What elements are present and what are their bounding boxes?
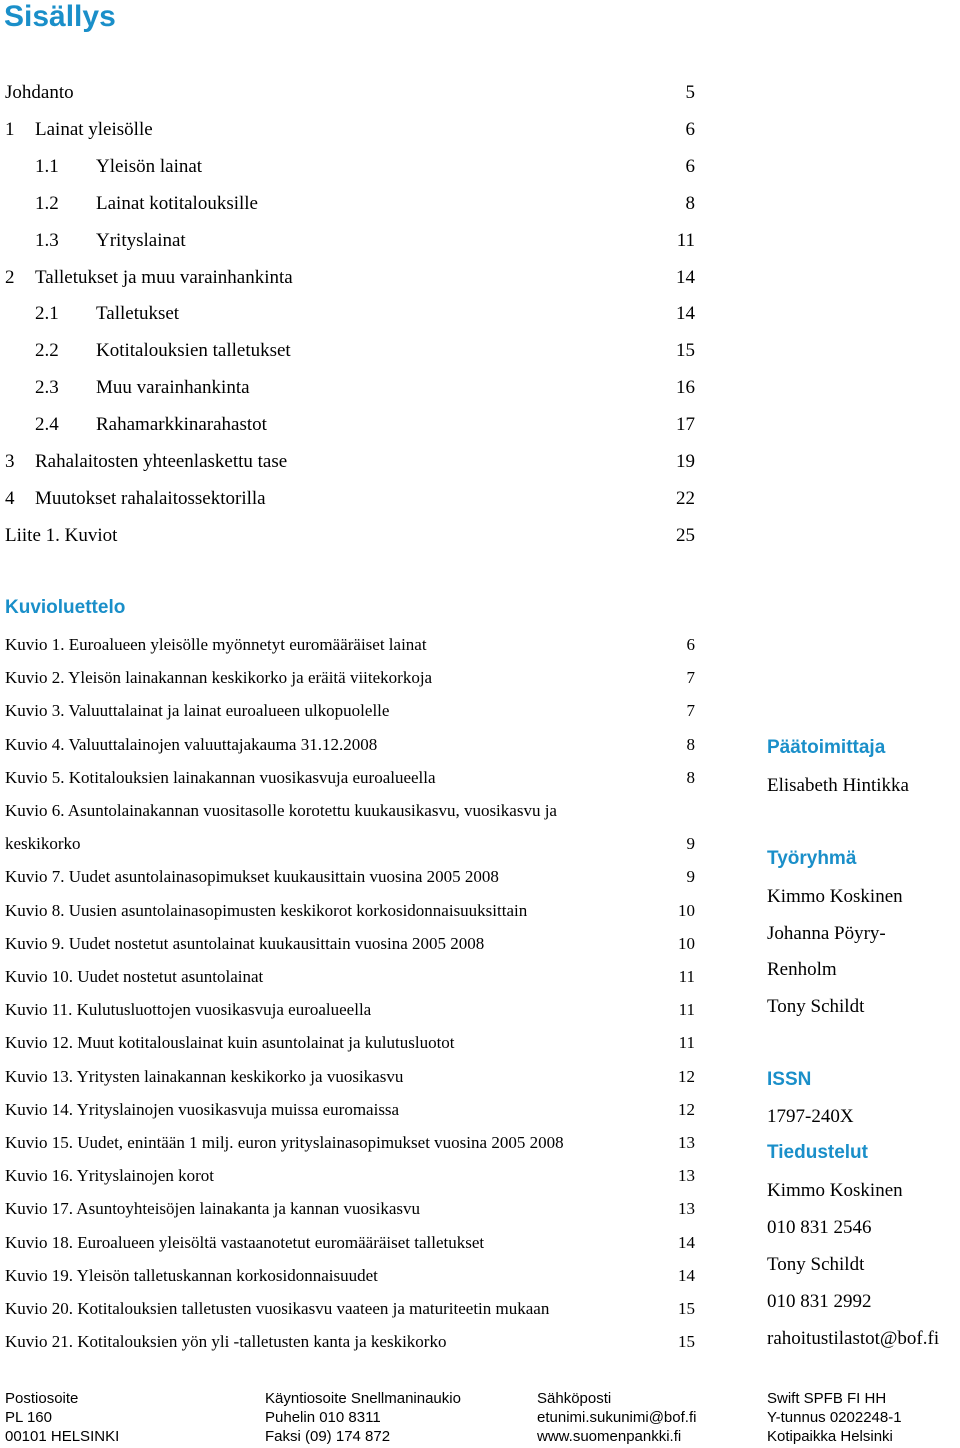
toc-page: 15: [676, 340, 695, 362]
footer-line: Puhelin 010 8311: [265, 1409, 381, 1426]
toc-number: 2.2: [35, 340, 59, 362]
toc-number: 2.1: [35, 303, 59, 325]
figure-page: 12: [678, 1066, 695, 1086]
figure-page: 11: [678, 967, 695, 986]
figure-row[interactable]: [5, 834, 695, 854]
figure-row[interactable]: [5, 1100, 695, 1120]
figure-page: 11: [678, 1033, 695, 1053]
toc-label: Kotitalouksien talletukset: [96, 340, 291, 362]
figure-page: 13: [678, 1133, 695, 1152]
toc-label: Johdanto: [5, 82, 74, 103]
footer-line: Kotipaikka Helsinki: [767, 1428, 893, 1445]
toc-page: 19: [676, 451, 695, 472]
figure-label: Kuvio 13. Yritysten lainakannan keskikorko ja vuosikasvu: [5, 1066, 404, 1086]
figure-row[interactable]: [5, 735, 695, 755]
toc-label: Yleisön lainat: [96, 155, 203, 177]
figure-page: 8: [686, 767, 695, 787]
footer-line: Käyntiosoite Snellmaninaukio: [265, 1390, 461, 1407]
footer-line: Postiosoite: [5, 1390, 79, 1407]
toc-page: 5: [685, 82, 695, 103]
toc-number: 1.1: [35, 155, 59, 177]
toc-label: Talletukset ja muu varainhankinta: [35, 266, 293, 288]
figure-label: Kuvio 17. Asuntoyhteisöjen lainakanta ja kannan vuosikasvu: [5, 1199, 421, 1219]
figure-row[interactable]: [5, 901, 695, 921]
figure-label: Kuvio 15. Uudet, enintään 1 milj. euron yrityslainasopimukset vuosina 2005 2008: [5, 1133, 564, 1152]
figure-label: Kuvio 18. Euroalueen yleisöltä vastaanotetut euromääräiset talletukset: [5, 1232, 485, 1252]
figure-row[interactable]: [5, 768, 695, 788]
figure-page: 12: [678, 1099, 695, 1119]
footer-postal: [5, 1389, 119, 1446]
figure-label: Kuvio 5. Kotitalouksien lainakannan vuosikasvuja euroalueella: [5, 767, 436, 787]
toc-number: 2: [5, 266, 15, 288]
toc-label: Talletukset: [96, 303, 180, 325]
contact-line: 010 831 2546: [767, 1217, 872, 1238]
figure-label: Kuvio 3. Valuuttalainat ja lainat euroalueen ulkopuolelle: [5, 701, 390, 721]
toc-page: 22: [676, 487, 695, 509]
figure-row[interactable]: [5, 635, 695, 655]
figure-row[interactable]: [5, 668, 695, 688]
page-title: Sisällys: [4, 0, 116, 33]
figure-label: Kuvio 10. Uudet nostetut asuntolainat: [5, 967, 264, 986]
figure-row[interactable]: [5, 801, 695, 821]
figure-row[interactable]: [5, 967, 695, 987]
toc-number: 1: [5, 118, 15, 140]
figure-row[interactable]: [5, 934, 695, 954]
contact-line: Kimmo Koskinen: [767, 1180, 903, 1201]
editor-heading: Päätoimittaja: [767, 737, 886, 758]
toc-page: 25: [676, 524, 695, 546]
toc-page: 6: [685, 118, 695, 140]
footer-line: Sähköposti: [537, 1390, 612, 1407]
toc-number: 2.4: [35, 414, 59, 436]
toc-number: 3: [5, 451, 15, 472]
figure-label: Kuvio 9. Uudet nostetut asuntolainat kuukausittain vuosina 2005 2008: [5, 933, 485, 953]
figure-label: Kuvio 11. Kulutusluottojen vuosikasvuja euroalueella: [5, 1000, 372, 1020]
figure-label: Kuvio 8. Uusien asuntolainasopimusten keskikorot korkosidonnaisuuksittain: [5, 900, 528, 920]
footer-line[interactable]: etunimi.sukunimi@bof.fi: [537, 1409, 697, 1426]
figure-label: keskikorko: [5, 834, 81, 854]
figure-page: 10: [678, 900, 695, 920]
toc-page: 17: [676, 414, 695, 436]
figure-page: 14: [678, 1265, 695, 1285]
figure-page: 14: [678, 1232, 695, 1252]
figure-page: 9: [686, 867, 695, 887]
figure-page: 11: [678, 1000, 695, 1020]
figure-label: Kuvio 6. Asuntolainakannan vuositasolle korotettu kuukausikasvu, vuosikasvu ja: [5, 801, 557, 820]
figure-page: 13: [678, 1199, 695, 1219]
toc-label: Muu varainhankinta: [96, 377, 250, 399]
figure-label: Kuvio 19. Yleisön talletuskannan korkosidonnaisuudet: [5, 1265, 378, 1285]
footer-company: [767, 1389, 902, 1446]
footer-line[interactable]: www.suomenpankki.fi: [537, 1428, 682, 1445]
contact-line: 010 831 2992: [767, 1291, 872, 1312]
figure-label: Kuvio 4. Valuuttalainojen valuuttajakauma 31.12.2008: [5, 734, 378, 754]
figure-label: Kuvio 16. Yrityslainojen korot: [5, 1166, 215, 1186]
footer-line: 00101 HELSINKI: [5, 1428, 120, 1445]
figures-heading: Kuvioluettelo: [5, 597, 126, 618]
figure-row[interactable]: [5, 1233, 695, 1253]
footer-line: PL 160: [5, 1409, 52, 1426]
toc-label: Muutokset rahalaitossektorilla: [35, 487, 266, 509]
toc-label: Rahalaitosten yhteenlaskettu tase: [35, 451, 288, 472]
toc-label: Yrityslainat: [96, 229, 186, 251]
team-heading: Työryhmä: [767, 848, 857, 869]
contact-heading: Tiedustelut: [767, 1142, 868, 1163]
toc-page: 6: [685, 155, 695, 177]
figure-row[interactable]: [5, 1133, 695, 1153]
issn-value: 1797-240X: [767, 1106, 854, 1127]
figure-row[interactable]: [5, 701, 695, 721]
team-member: Kimmo Koskinen: [767, 886, 903, 907]
team-member: Renholm: [767, 959, 837, 980]
toc-number: 1.2: [35, 192, 59, 214]
team-member: Tony Schildt: [767, 996, 865, 1017]
toc-number: 2.3: [35, 377, 59, 399]
footer-visit: [265, 1389, 461, 1446]
toc-label: Lainat kotitalouksille: [96, 192, 258, 214]
figure-row[interactable]: [5, 867, 695, 887]
toc-label: Rahamarkkinarahastot: [96, 414, 267, 436]
toc-page: 14: [676, 303, 695, 325]
figure-row[interactable]: [5, 1266, 695, 1286]
figure-row[interactable]: [5, 1199, 695, 1219]
figure-label: Kuvio 20. Kotitalouksien talletusten vuosikasvu vaateen ja maturiteetin mukaan: [5, 1299, 550, 1318]
toc-number: 1.3: [35, 229, 59, 251]
figure-page: 8: [686, 734, 695, 754]
figure-label: Kuvio 1. Euroalueen yleisölle myönnetyt euromääräiset lainat: [5, 635, 427, 654]
figure-page: 9: [686, 834, 695, 854]
figure-page: 6: [686, 635, 695, 654]
figure-page: 7: [686, 668, 695, 688]
figure-row[interactable]: [5, 1332, 695, 1352]
figure-page: 15: [678, 1332, 695, 1352]
toc-page: 16: [676, 377, 695, 399]
figure-label: Kuvio 21. Kotitalouksien yön yli -talletusten kanta ja keskikorko: [5, 1332, 447, 1352]
toc-label: Lainat yleisölle: [35, 118, 153, 140]
footer-line: Swift SPFB FI HH: [767, 1390, 887, 1407]
figure-page: 7: [686, 701, 695, 721]
figure-page: 15: [678, 1299, 695, 1318]
toc-page: 14: [676, 266, 695, 288]
figure-label: Kuvio 14. Yrityslainojen vuosikasvuja muissa euromaissa: [5, 1099, 400, 1119]
figure-page: 13: [678, 1166, 695, 1186]
editor-name: Elisabeth Hintikka: [767, 775, 909, 796]
figure-row[interactable]: [5, 1166, 695, 1186]
figure-page: 10: [678, 933, 695, 953]
toc-label: Liite 1. Kuviot: [5, 524, 118, 546]
figure-row[interactable]: [5, 1000, 695, 1020]
footer-email: [537, 1389, 696, 1446]
figure-row[interactable]: [5, 1067, 695, 1087]
figure-row[interactable]: [5, 1033, 695, 1053]
figure-label: Kuvio 2. Yleisön lainakannan keskikorko ja eräitä viitekorkoja: [5, 668, 433, 688]
figure-label: Kuvio 7. Uudet asuntolainasopimukset kuukausittain vuosina 2005 2008: [5, 867, 499, 887]
issn-heading: ISSN: [767, 1069, 812, 1090]
contact-line: Tony Schildt: [767, 1254, 865, 1275]
toc-page: 11: [676, 229, 695, 251]
toc-page: 8: [685, 192, 695, 214]
figure-label: Kuvio 12. Muut kotitalouslainat kuin asuntolainat ja kulutusluotot: [5, 1033, 455, 1053]
figure-row[interactable]: [5, 1299, 695, 1319]
team-member: Johanna Pöyry-: [767, 923, 886, 944]
footer-line: Faksi (09) 174 872: [265, 1428, 391, 1445]
footer-line: Y-tunnus 0202248-1: [767, 1409, 902, 1426]
toc-number: 4: [5, 487, 15, 509]
contact-email[interactable]: rahoitustilastot@bof.fi: [767, 1328, 940, 1349]
